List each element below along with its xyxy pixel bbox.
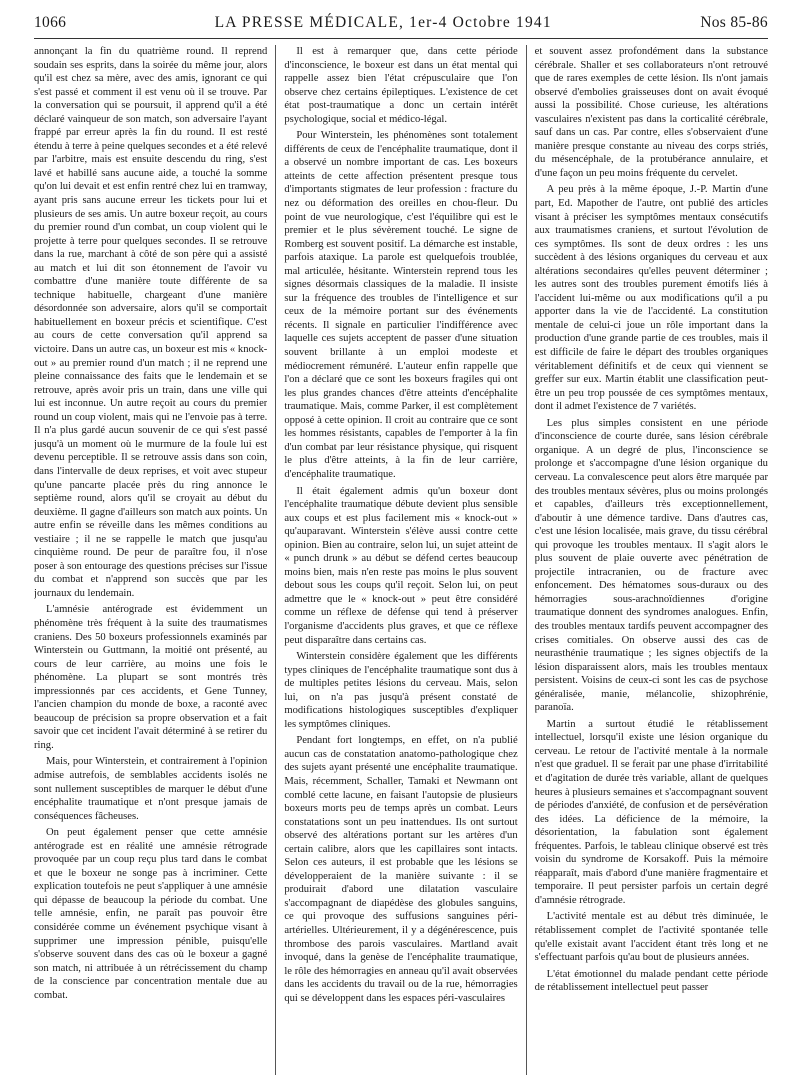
paragraph: Il était également admis qu'un boxeur dont l'encéphalite traumatique débute devient plus sensible aux coups et est plus facilement mis « knock-out » qu'auparavant. Winterstein s'élève aussi contre cette opinion. Bien au contraire, selon lui, un sujet atteint de « punch drunk » au début se défend certes beaucoup moins bien, mais n'en reste pas moins le plus souvent debout sous les coups qu'il reçoit. Selon lui, on peut admettre que le « knock-out » peut être considéré comme un réflexe de défense qui tend à préserver l'organisme d'accidents plus graves, et que ce réflexe peut disparaître dans certains cas. [284,485,518,646]
column-divider [526,45,527,1075]
column-3 [535,45,768,1075]
column-divider [275,45,276,1075]
paragraph: Il est à remarquer que, dans cette période d'inconscience, le boxeur est dans un état mental qui rappelle assez bien l'état crépusculaire que l'on observe chez certains épileptiques. L'existence de cet état post-traumatique a donc un certain intérêt psychologique, social et médico-légal. [284,46,518,125]
paragraph: Pour Winterstein, les phénomènes sont totalement différents de ceux de l'encéphalite traumatique, dont il a observé un nombre important de cas. Les boxeurs atteints de cette affection présentent presque tous d'importants stigmates de leur profession : fracture du nez ou déformation des oreilles en chou-fleur. Du point de vue neurologique, c'est l'équilibre qui est le premier et le plus sévèrement touché. Le signe de Romberg est souvent positif. La démarche est instable, parfois ataxique. La parole est quelquefois troublée, mal articulée, hésitante. Winterstein reprend tous les signes désormais classiques de la maladie. Il insiste sur la fréquence des troubles de l'intelligence et sur ceux de la mémoire portant sur des événements récents. Il signale en particulier l'indifférence avec laquelle ces sujets acceptent de passer d'une situation souvent brillante à un emploi modeste et médiocrement rémunéré. L'auteur enfin rappelle que l'on a déclaré que ce sont les boxeurs fragiles qui ont les plus grandes chances d'être atteints d'encéphalite traumatique. Mais, comme Parker, il est complètement opposé à cette opinion. Il croit au contraire que ce sont les hommes résistants, capables de l'emporter à la fin d'un combat par leur résistance physique, qui risquent le plus d'être atteints, à la fin de leur carrière, d'encéphalite traumatique. [284,130,518,480]
column-1 [34,45,267,1075]
text-columns [34,45,768,1075]
paragraph: annonçant la fin du quatrième round. Il reprend soudain ses esprits, dans la soirée du même jour, alors qu'il est chez sa mère, avec des amis, ignorant ce qui s'est passé et comment il est venu où il se trouve. Par la conversation qui se poursuit, il apprend qu'il a été déclaré vainqueur de son match, son adversaire l'ayant frappé par erreur après la fin du round. Il est resté étendu à terre à peine quelques secondes et a été relevé par l'arbitre, mais est ensuite descendu du ring, s'est lavé et habillé sans aucune aide, a touché la somme qu'on lui devait et est enfin rentré chez lui en tramway, ayant pris sans aucune erreur les tickets pour lui et plusieurs de ses amis. Un autre boxeur reçoit, au cours du premier round d'un combat, un coup violent qui le projette à terre pour quelques secondes. Il se retrouve dans la rue, marchant à côté de son père qui a assisté au match et lui dit son étonnement de l'avoir vu combattre d'une manière toute différente de sa technique habituelle, chargeant d'une manière désordonnée son adversaire, alors qu'il se comportait habituellement en boxeur précis et scientifique. C'est au cours de cette conversation qu'il apprend sa victoire. Dans un autre cas, un boxeur est mis « knock-out » au premier round d'un match ; il ne reprend une pleine connaissance des faits que le lendemain et se retrouve, après avoir pris un train, dans une ville qui lui est inconnue. Un autre reçoit au cours du premier round un coup violent, mais qui ne l'envoie pas à terre. Il n'a plus gardé aucun souvenir de ce qui s'est passé jusqu'à un moment où le murmure de la foule lui est devenu perceptible. Il se retrouve assis dans son coin, dans l'intervalle de deux reprises, et voit avec stupeur qu'une pancarte placée près du ring annonce le septième round, alors qu'il se croyait au début du deuxième. Il gagne d'ailleurs son match aux points. Un autre enfin se réveille dans les mêmes conditions au vestiaire ; il ne se rappelle le match que jusqu'au cinquième round. De peur de paraître fou, il n'ose poser à son entourage des questions précises sur l'issue du combat et n'apprend son succès que par les journaux du lendemain. [34,46,268,599]
paragraph: On peut également penser que cette amnésie antérograde est en réalité une amnésie rétrograde provoquée par un coup reçu plus tard dans le combat et que le boxeur ne songe pas à incriminer. Cette explication toutefois ne peut s'appliquer à une amnésie qui dépasse de beaucoup la période du combat. Une telle amnésie, enfin, ne paraît pas pouvoir être considérée comme un événement psychique visant à supprimer une impression pénible, puisqu'elle s'observe souvent dans des cas où le boxeur a gagné son match, ni attribuée à un rétrécissement du champ de la conscience par concentration mentale due au combat. [34,827,268,1001]
paragraph: Les plus simples consistent en une période d'inconscience de courte durée, sans lésion cérébrale organique. A un degré de plus, l'inconscience se prolonge et s'accompagne d'une lésion organique du cerveau. La convalescence peut alors être marquée par des troubles mentaux sévères, plus ou moins prolongés et capables, d'ailleurs très exceptionnellement, d'aboutir à une démence tardive. Dans d'autres cas, c'est une lésion localisée, mais grave, du tissu cérébral qui provoque les troubles mentaux. Il s'agit alors le plus souvent de plaie ouverte avec pénétration de projectile intracranien, ou de fracture avec enfoncement. Des hématomes sous-duraux ou des hémorragies sous-arachnoïdiennes d'origine traumatique donnent des syndromes analogues. Enfin, des troubles mentaux tardifs peuvent accompagner des crises comitiales. On observe aussi des cas de neurasthénie traumatique ; les signes objectifs de la lésion disparaissent alors, mais les troubles mentaux persistent. Voisins de ceux-ci sont les cas de psychose généralisée, manie, mélancolie, shizophrénie, paranoïa. [534,417,768,714]
paragraph: Winterstein considère également que les différents types cliniques de l'encéphalite traumatique sont dus à de multiples petites lésions du cerveau. Mais, selon lui, on n'a pas jusqu'à présent constaté de modifications histologiques susceptibles d'expliquer les symptômes cliniques. [284,651,518,730]
journal-title: LA PRESSE MÉDICALE, 1er-4 Octobre 1941 [214,14,552,31]
paragraph: A peu près à la même époque, J.-P. Martin d'une part, Ed. Mapother de l'autre, ont publié des articles visant à préciser les symptômes mentaux consécutifs aux traumatismes craniens, et surtout l'évolution de ces symptômes. Ils sont de deux ordres : les uns succèdent à des lésions organiques du cerveau et aux altérations secondaires qu'elles peuvent déterminer ; les autres sont des troubles purement émotifs liés à l'accident lui-même ou aux modifications qu'il a pu apporter dans la vie de l'accidenté. La constitution mentale de celui-ci joue un rôle important dans la production d'une grande partie de ces troubles, mais il est difficile de faire le départ des troubles organiques véritablement définitifs et de ceux qui viennent se greffer sur eux. Martin établit une classification peut-être un peu trop poussée de ces symptômes mentaux, dont il admet l'existence de 7 variétés. [534,184,768,413]
paragraph: L'amnésie antérograde est évidemment un phénomène très fréquent à la suite des traumatismes craniens. Des 50 boxeurs professionnels examinés par Winterstein ou Guttmann, la moitié ont présenté, au cours de leur carrière, au moins une fois le phénomène. La plupart se sont montrés très impressionnés par ces accidents, et Gene Tunney, l'ancien champion du monde de boxe, a raconté avec beaucoup de précision sa propre observation et a fait savoir que cet incident l'avait déterminé à se retirer du ring. [34,604,268,751]
issue-number: Nos 85-86 [700,14,768,31]
column-2 [284,45,517,1075]
paragraph: L'état émotionnel du malade pendant cette période de rétablissement intellectuel peut passer [534,968,768,994]
page-header [34,14,768,36]
paragraph: et souvent assez profondément dans la substance cérébrale. Shaller et ses collaborateurs n'ont retrouvé que de rares exemples de cette lésion. Ils n'ont jamais observé d'embolies graisseuses dont on avait évoqué aussi la possibilité. Chose curieuse, les altérations vasculaires n'existent pas dans la corticalité cérébrale, sauf dans un cas. Par contre, elles s'observaient d'une manière presque constante au niveau des corps striés, du mésencéphale, de la protubérance annulaire, et d'une façon un peu moins fréquente du cervelet. [534,46,768,179]
paragraph: Pendant fort longtemps, en effet, on n'a publié aucun cas de constatation anatomo-pathologique chez des sujets ayant présenté une encéphalite traumatique. Mais, récemment, Schaller, Tamaki et Newmann ont comblé cette lacune, en faisant l'autopsie de plusieurs boxeurs morts peu de temps après un combat. Leurs constatations sont un peu inattendues. Ils ont surtout observé des altérations portant sur les artères d'un certain calibre, alors que les capillaires sont intacts. Selon ces auteurs, il est probable que les lésions se développeraient de la manière suivante : il se produirait d'abord une dilatation vasculaire s'accompagnant de diapédèse des globules sanguins, ce qui provoque des suffusions sanguines péri-artérielles. Ultérieurement, il y a dégénérescence, puis thrombose des parois vasculaires. Martland avait invoqué, dans la genèse de l'encéphalite traumatique, le rôle des hémorragies en anneau qu'il avait observées dans les accidents du travail ou de la rue, hémorragies qui se développent dans les espaces péri-vasculaires [284,735,518,1004]
paragraph: Martin a surtout étudié le rétablissement intellectuel, lorsqu'il existe une lésion organique du cerveau. Le retour de l'activité mentale à la normale n'est que graduel. Il se ferait par une phase d'irritabilité et d'agitation de durée très variable, allant de quelques heures à plusieurs semaines et s'accompagnant souvent de périodes d'anxiété, de confusion et de persévération des idées. La déficience de la mémoire, la désorientation, la fabulation sont également fréquentes. Parfois, le tableau clinique observé est très voisin du syndrome de Korsakoff. Puis la mémoire réapparaît, mais d'abord d'une manière fragmentaire et temporaire. Il peut persister parfois un certain degré d'amnésie rétrograde. [534,718,768,906]
page-number: 1066 [34,14,67,31]
paragraph: L'activité mentale est au début très diminuée, le rétablissement complet de l'activité spontanée telle qu'elle existait avant l'accident étant très long et ne s'effectuant parfois qu'au bout de plusieurs années. [534,911,768,964]
paragraph: Mais, pour Winterstein, et contrairement à l'opinion admise autrefois, de semblables accidents isolés ne sont nullement susceptibles de marquer le début d'une encéphalite traumatique et n'ont presque jamais de conséquences fâcheuses. [34,756,268,822]
header-rule [34,38,768,39]
